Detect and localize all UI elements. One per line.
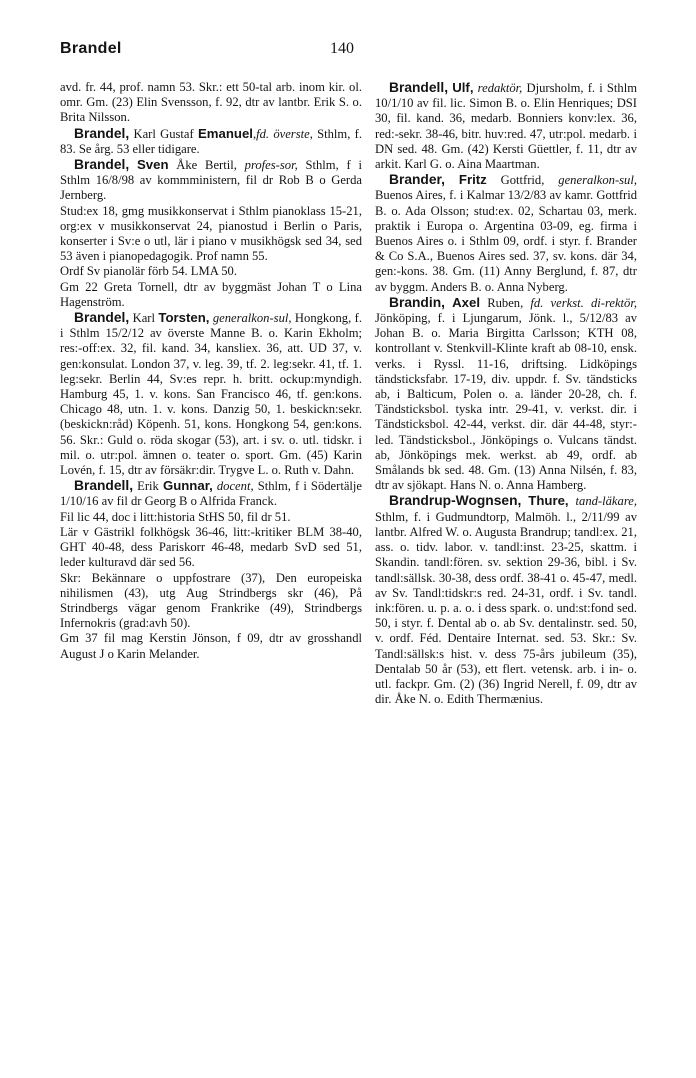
entry-called-name: Ulf, bbox=[452, 80, 474, 95]
entry-text: Sthlm, f i Södertälje 1/10/16 av fil dr Georg B o Alfrida Franck. bbox=[60, 479, 362, 509]
entry-paragraph: Skr: Bekännare o uppfostrare (37), Den europeiska nihilismen (43), utg Aug Strindbergs skr (46), På Strindbergs vägar genom Frankrike (49), Strindbergs Infernokris (grad:avh 50). bbox=[60, 570, 362, 631]
entry-surname: Brandel, bbox=[74, 125, 130, 141]
entry-surname: Brandell, bbox=[389, 80, 449, 95]
entry-other-names: , bbox=[252, 126, 257, 141]
entry-heading bbox=[375, 295, 637, 494]
entry-axel bbox=[375, 295, 637, 494]
left-column bbox=[60, 80, 362, 662]
entry-paragraph: avd. fr. 44, prof. namn 53. Skr.: ett 50-tal arb. inom kir. ol. omr. Gm. (23) Elin Svensson, f. 92, dtr av lantbr. Erik S. o. Brita Nilsson. bbox=[60, 80, 362, 125]
entry-title: generalkon-sul, bbox=[558, 173, 637, 188]
entry-emanuel bbox=[60, 126, 362, 157]
entry-other-names: Ruben, bbox=[480, 295, 531, 310]
entry-given-names: Karl Gustaf bbox=[129, 126, 198, 141]
entry-called-name: Sven bbox=[136, 157, 169, 173]
entry-heading bbox=[375, 172, 637, 295]
right-column bbox=[375, 80, 637, 707]
entry-text: Sthlm, f i Sthlm 16/8/98 av kommministern, fil dr Rob B o Gerda Jernberg. bbox=[60, 158, 362, 203]
entry-called-name: Fritz bbox=[458, 172, 487, 188]
entry-text: Buenos Aires, f. i Kalmar 13/2/83 av kamr. Gottfrid B. o. Ada Olsson; stud:ex. 02, Schartau 03, merk. praktik i Europa o. Argentina 03-09, eg. firma i Buenos Aires o. i Sthlm 09, ordf. i styr. f. Brander & Co S.A., Buenos Aires sed. 37, sv. kons. där 34, gen:-kons. 38. Gm. (11) Anny Berglund, f. 87, dtr av byggm. Anders B. o. Anna Nyberg. bbox=[375, 188, 637, 294]
entry-called-name: Axel bbox=[452, 294, 481, 310]
entry-title: fd. verkst. di-rektör, bbox=[530, 295, 638, 310]
entry-heading bbox=[60, 478, 362, 509]
entry-heading bbox=[375, 80, 637, 172]
entry-called-name: Gunnar, bbox=[162, 478, 213, 494]
entry-surname: Brander, bbox=[389, 172, 445, 188]
entry-text: Djursholm, f. i Sthlm 10/1/10 av fil. lic. Simon B. o. Elin Henriques; DSI 30, fil. kand. 36, medarb. Bonniers konv:lex. 36, red:-sekr. 38-46, bitr. huv:red. 47, utr:pol. medarb. i DN sed. 48. Gm. (42) Kersti Güettler, f. 11, dtr av arkit. Karl G. o. Aina Maartman. bbox=[375, 81, 637, 172]
entry-thure bbox=[375, 493, 637, 707]
entry-called-name: Emanuel bbox=[197, 125, 253, 141]
entry-other-names bbox=[569, 494, 576, 508]
entry-given-names bbox=[445, 173, 459, 187]
entry-paragraph: Gm 22 Greta Tornell, dtr av byggmäst Johan T o Lina Hagenström. bbox=[60, 279, 362, 309]
entry-heading bbox=[60, 126, 362, 157]
entry-title: profes-sor, bbox=[244, 158, 298, 173]
entry-given-names: Karl bbox=[129, 311, 159, 326]
entry-title: generalkon-sul, bbox=[212, 311, 292, 326]
entry-text: Sthlm, f. 83. Se årg. 53 eller tidigare. bbox=[60, 126, 362, 156]
entry-heading bbox=[60, 157, 362, 204]
entry-cont bbox=[60, 80, 362, 126]
entry-surname: Brandell, bbox=[74, 478, 134, 494]
entry-other-names: Åke Bertil, bbox=[168, 158, 245, 173]
entry-called-name: Thure, bbox=[528, 493, 569, 509]
entry-surname: Brandel, bbox=[74, 310, 130, 326]
entry-paragraph: Fil lic 44, doc i litt:historia StHS 50, fil dr 51. bbox=[60, 509, 291, 524]
entry-heading bbox=[60, 310, 362, 478]
entry-sven bbox=[60, 157, 362, 310]
entry-given-names bbox=[129, 158, 137, 172]
entry-paragraph: Gm 37 fil mag Kerstin Jönson, f 09, dtr av grosshandl August J o Karin Melander. bbox=[60, 631, 362, 661]
entry-text: Jönköping, f. i Ljungarum, Jönk. l., 5/12/83 av Johan B. o. Maria Birgitta Carlsson; KTH 08, kontrollant v. Stenkvill-Klinte kraft ab 08-10, ensk. verks. i Ryssl. 11-16, driftsing. Lidköpings tändsticksfabr. 17-19, div. uppdr. f. Sv. tändsticks ab, i Balticum, Polen o. a. länder 20-28, ch. f. Tändsticksbol. tyska intr. 29-41, v. verkst. dir. i Tändsticksbol. 42-44, verkst. dir. där 44-48, styr:-led. Tändsticksbol., Jönköpings o. Vulcans tändst. ab, Jönköpings mek. werkst. ab 49, ordf. ab Smålands bk sed. 48. Gm. (13) Anna Nilsén, f. 83, dtr av sjökapt. Hans N. o. Anna Hamberg. bbox=[375, 311, 637, 493]
entry-fritz bbox=[375, 172, 637, 295]
entry-text: Hongkong, f. i Sthlm 15/2/12 av överste Manne B. o. Karin Ekholm; res:-off:ex. 32, fil. kand. 34, kansliex. 36, att. UD 37, v. gen:konsulat. London 37, v. leg. 39, tf. 2. leg:sekr. 41, tf. 1. leg:sekr. Berlin 44, Sv:es repr. h. britt. ockup:myndigh. Hamburg 45, 1. v. kons. San Francisco 46, tf. gen:kons. Chicago 48, utn. 1. v. kons. Danzig 50, 1. beskickn:sekr. (beskickn:råd) Köpenh. 51, kons. Hongkong 54, gen:kons. 56. Skr.: Guld o. röda skogar (53), art. i sv. o. utl. tidskr. i mil. o. utr:pol. ämnen o. teater o. sport. Gm. (45) Karin Lovén, f. 15, dtr av försäkr:dir. Trygve L. o. Ruth v. Dahn. bbox=[60, 311, 362, 478]
entry-gunnar bbox=[60, 478, 362, 661]
entry-title: docent, bbox=[216, 479, 254, 494]
running-head: Brandel bbox=[60, 40, 122, 57]
entry-surname: Brandin, bbox=[389, 294, 445, 310]
entry-text: Sthlm, f. i Gudmundtorp, Malmöh. l., 2/11/99 av lantbr. Alfred W. o. Augusta Brandrup; tandl:ex. 21, ass. o. tidv. labor. v. tandl:inst. 23-25, skattm. i Skandin. tandl:fören. sv. sektion 29-36, bibl. i Sv. tandl:sällsk. 30-38, dess ordf. 38-41 o. 45-47, medl. av Sv. Tandl:tidskr:s red. 24-31, ordf. i Sv. tandl. ink:fören. u. p. a. o. i dess spark. o. und:st:fond sed. 50, i styr. f. Dental ab o. ab Sv. dentalinstr. sed. 50, v. ordf. Féd. Dentaire Internat. sed. 53. Skr.: Sv. Tandl:sällsk:s hist. v. dess 75-års jubileum (35), Dentalab 50 år (53), ett flert. vetensk. arb. i in- o. utl. fackpr. Gm. (2) (36) Ingrid Nerell, f. 09, dtr av dir. Åke N. o. Edith Thermænius. bbox=[375, 509, 637, 707]
entry-surname: Brandel, bbox=[74, 157, 130, 173]
entry-given-names: Erik bbox=[133, 479, 163, 494]
entry-title: tand-läkare, bbox=[575, 494, 637, 509]
page-number: 140 bbox=[330, 40, 354, 57]
entry-surname: Brandrup-Wognsen, bbox=[389, 493, 522, 509]
entry-paragraph: Ordf Sv pianolär förb 54. LMA 50. bbox=[60, 264, 237, 279]
entry-heading bbox=[375, 493, 637, 707]
entry-paragraph: Lär v Gästrikl folkhögsk 36-46, litt:-kritiker BLM 38-40, GHT 40-48, dess Pariskorr 46-48, medarb SvD sed 51, leder kulturavd där sed 56. bbox=[60, 524, 362, 570]
page-header bbox=[0, 40, 696, 64]
entry-torsten bbox=[60, 310, 362, 478]
entry-paragraph: Stud:ex 18, gmg musikkonservat i Sthlm pianoklass 15-21, org:ex v musikkonservat 24, pianostud i Berlin o Paris, konserter i Sv:e o utl, lär i piano v musikhögsk sed 34, sed 53 även i pianopedagogik. Prof namn 55. bbox=[60, 203, 362, 264]
entry-title: fd. överste, bbox=[256, 126, 313, 141]
entry-ulf bbox=[375, 80, 637, 172]
entry-other-names: Gottfrid, bbox=[486, 173, 559, 188]
entry-called-name: Torsten, bbox=[158, 310, 210, 326]
entry-title: redaktör, bbox=[477, 81, 523, 95]
